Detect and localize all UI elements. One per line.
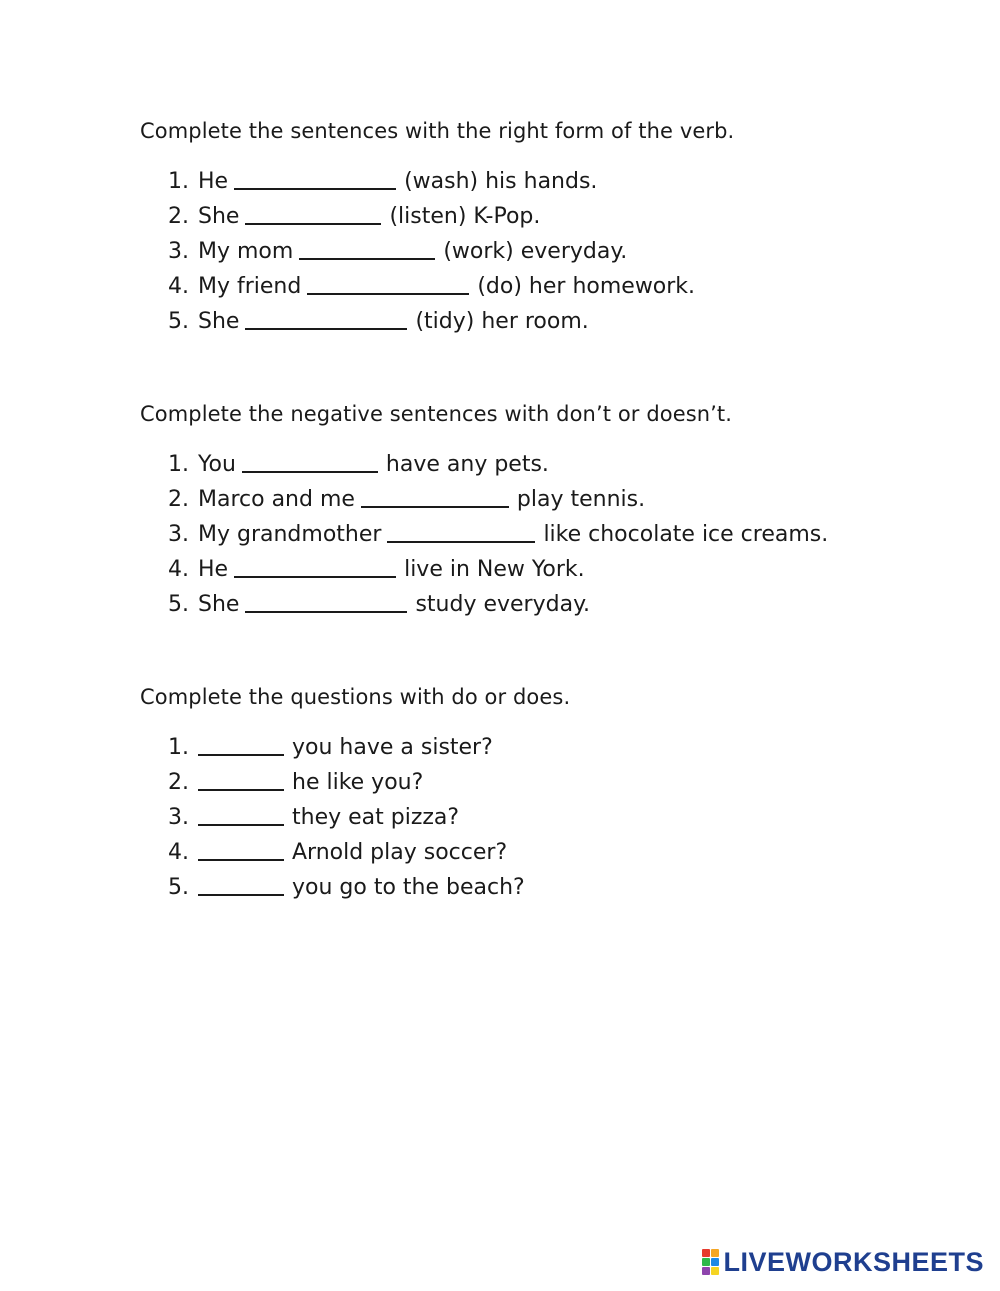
- list-item: [168, 870, 940, 905]
- item-rest: study everyday.: [415, 592, 590, 617]
- item-number: 3.: [168, 522, 189, 547]
- list-item: [168, 800, 940, 835]
- logo-block: [711, 1249, 719, 1257]
- item-rest: have any pets.: [385, 452, 549, 477]
- logo-text: LIVEWORKSHEETS: [723, 1246, 984, 1277]
- answer-blank[interactable]: [198, 804, 284, 826]
- item-rest: you have a sister?: [292, 735, 493, 760]
- item-rest: Arnold play soccer?: [292, 840, 508, 865]
- instruction: Complete the negative sentences with don’t or doesn’t.: [140, 402, 733, 426]
- answer-blank[interactable]: [198, 839, 284, 861]
- answer-blank[interactable]: [234, 168, 396, 190]
- liveworksheets-logo: [702, 1247, 984, 1277]
- item-number: 1.: [168, 452, 189, 477]
- answer-blank[interactable]: [198, 734, 284, 756]
- item-number: 2.: [168, 770, 189, 795]
- item-rest: (work) everyday.: [443, 239, 628, 264]
- answer-blank[interactable]: [245, 308, 407, 330]
- answer-blank[interactable]: [299, 238, 435, 260]
- item-rest: you go to the beach?: [292, 875, 525, 900]
- list-item: [168, 304, 940, 339]
- item-rest: (listen) K-Pop.: [389, 204, 541, 229]
- question-list: [140, 730, 940, 905]
- list-item: [168, 587, 940, 622]
- answer-blank[interactable]: [198, 874, 284, 896]
- exercise-questions: [140, 682, 940, 905]
- instruction: Complete the questions with do or does.: [140, 685, 571, 709]
- item-number: 4.: [168, 557, 189, 582]
- item-number: 5.: [168, 309, 189, 334]
- item-number: 5.: [168, 875, 189, 900]
- logo-block: [702, 1267, 710, 1275]
- exercise-negative: [140, 399, 940, 622]
- item-subject: She: [198, 204, 240, 229]
- item-number: 3.: [168, 239, 189, 264]
- list-item: [168, 234, 940, 269]
- list-item: [168, 517, 940, 552]
- item-rest: (wash) his hands.: [404, 169, 598, 194]
- item-rest: live in New York.: [404, 557, 585, 582]
- item-subject: She: [198, 592, 240, 617]
- item-rest: (tidy) her room.: [415, 309, 589, 334]
- item-number: 2.: [168, 487, 189, 512]
- instruction: Complete the sentences with the right form of the verb.: [140, 119, 735, 143]
- list-item: [168, 482, 940, 517]
- logo-block: [702, 1258, 710, 1266]
- list-item: [168, 269, 940, 304]
- item-number: 1.: [168, 735, 189, 760]
- list-item: [168, 164, 940, 199]
- answer-blank[interactable]: [245, 591, 407, 613]
- logo-mark-icon: [702, 1249, 719, 1275]
- list-item: [168, 730, 940, 765]
- question-list: [140, 447, 940, 622]
- logo-block: [711, 1267, 719, 1275]
- answer-blank[interactable]: [387, 521, 535, 543]
- item-number: 1.: [168, 169, 189, 194]
- item-subject: He: [198, 557, 229, 582]
- question-list: [140, 164, 940, 339]
- item-number: 2.: [168, 204, 189, 229]
- item-subject: My mom: [198, 239, 294, 264]
- item-number: 3.: [168, 805, 189, 830]
- answer-blank[interactable]: [361, 486, 509, 508]
- logo-block: [702, 1249, 710, 1257]
- list-item: [168, 199, 940, 234]
- list-item: [168, 835, 940, 870]
- item-rest: (do) her homework.: [477, 274, 696, 299]
- exercise-verb-form: [140, 116, 940, 339]
- item-subject: My friend: [198, 274, 302, 299]
- answer-blank[interactable]: [198, 769, 284, 791]
- item-rest: play tennis.: [516, 487, 646, 512]
- item-number: 4.: [168, 840, 189, 865]
- item-rest: he like you?: [292, 770, 424, 795]
- answer-blank[interactable]: [242, 451, 378, 473]
- list-item: [168, 552, 940, 587]
- item-number: 5.: [168, 592, 189, 617]
- answer-blank[interactable]: [307, 273, 469, 295]
- item-rest: they eat pizza?: [292, 805, 460, 830]
- answer-blank[interactable]: [245, 203, 381, 225]
- list-item: [168, 447, 940, 482]
- answer-blank[interactable]: [234, 556, 396, 578]
- item-subject: He: [198, 169, 229, 194]
- item-subject: She: [198, 309, 240, 334]
- item-subject: Marco and me: [198, 487, 355, 512]
- list-item: [168, 765, 940, 800]
- item-subject: You: [198, 452, 236, 477]
- item-subject: My grandmother: [198, 522, 382, 547]
- item-rest: like chocolate ice creams.: [543, 522, 829, 547]
- item-number: 4.: [168, 274, 189, 299]
- logo-block: [711, 1258, 719, 1266]
